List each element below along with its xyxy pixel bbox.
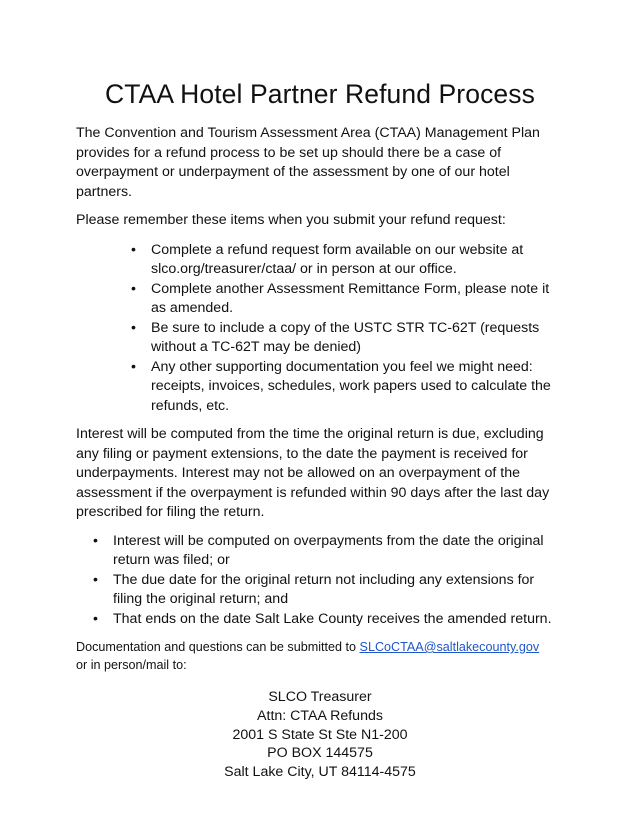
list-item: • Complete a refund request form available on our website at slco.org/treasurer/ctaa/ or in person at our office. — [151, 241, 564, 280]
interest-list — [76, 532, 564, 630]
mailing-address — [76, 688, 564, 782]
list-item: • Interest will be computed on overpayments from the date the original return was filed; or — [113, 532, 564, 571]
refund-requirements-list — [76, 241, 564, 417]
address-line-2: Attn: CTAA Refunds — [257, 707, 383, 724]
page-title: CTAA Hotel Partner Refund Process — [105, 79, 535, 109]
contact-prefix: Documentation and questions can be submitted to — [76, 640, 360, 654]
list-item: • Be sure to include a copy of the USTC STR TC-62T (requests without a TC-62T may be denied) — [151, 319, 564, 358]
contact-paragraph — [76, 638, 564, 674]
address-line-3: 2001 S State St Ste N1-200 — [232, 726, 408, 743]
address-line-1: SLCO Treasurer — [268, 689, 372, 705]
contact-suffix: or in person/mail to: — [76, 658, 187, 672]
reminder-paragraph: Please remember these items when you submit your refund request: — [76, 212, 506, 228]
email-link[interactable]: SLCoCTAA@saltlakecounty.gov — [359, 640, 540, 654]
interest-paragraph: Interest will be computed from the time the original return is due, excluding any filing or payment extensions, to the date the payment is received for underpayments. Interest may not be allowed on an overpayment of the assessment if the overpayment is refunded within 90 days after the last day prescribed for filing the return. — [76, 426, 550, 520]
list-item: • The due date for the original return not including any extensions for filing the original return; and — [113, 571, 564, 610]
list-item: • Complete another Assessment Remittance Form, please note it as amended. — [151, 280, 564, 319]
address-line-4: PO BOX 144575 — [267, 745, 373, 762]
address-line-5: Salt Lake City, UT 84114-4575 — [224, 764, 416, 781]
intro-paragraph: The Convention and Tourism Assessment Area (CTAA) Management Plan provides for a refund process to be set up should there be a case of overpayment or underpayment of the assessment by one of our hotel partners. — [76, 125, 540, 200]
list-item: • Any other supporting documentation you feel we might need: receipts, invoices, schedules, work papers used to calculate the refunds, etc. — [151, 358, 564, 417]
list-item: • That ends on the date Salt Lake County receives the amended return. — [113, 610, 564, 630]
